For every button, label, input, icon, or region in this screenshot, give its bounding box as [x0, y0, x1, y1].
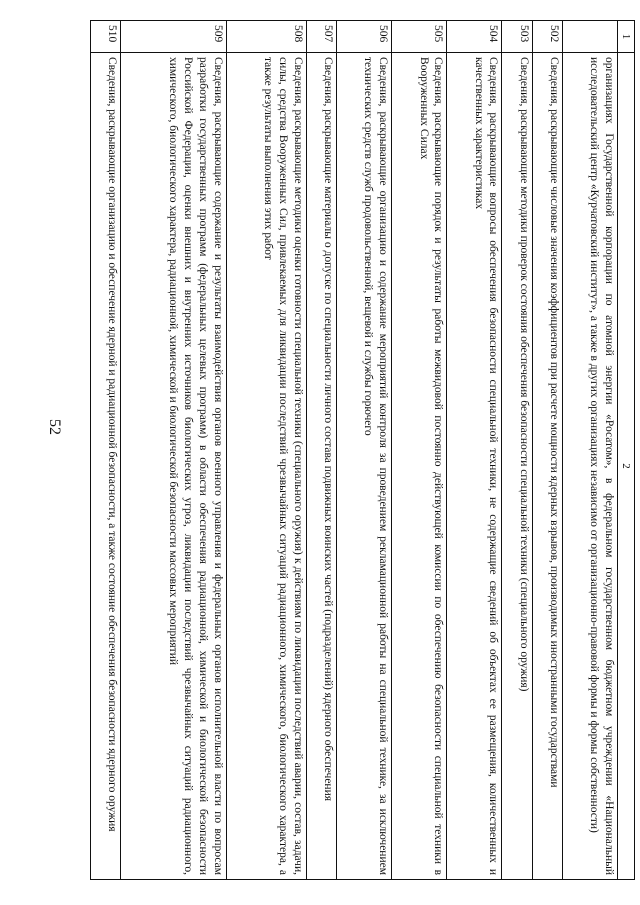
- row-description: организациях Государственной корпорации по атомной энергии «Росатом», в федеральном государственном бюджетном учреждении «Национальный исследовательский центр «Курчатовский институт», а также в других организациях независимо от организационно-правовой формы и формы собственности): [562, 53, 617, 880]
- table-row: [502, 21, 532, 880]
- table-row: [306, 21, 336, 880]
- row-number: 504: [447, 21, 502, 53]
- table-row: [532, 21, 562, 880]
- row-description: Сведения, раскрывающие содержание и результаты взаимодействия органов военного управления и федеральных органов исполнительной власти по вопросам разработки государственных программ (федеральных целевых программ) в области обеспечения радиационной, химической и биологической безопасности Российской Федерации, оценки внешних и внутренних источников биологических угроз, ликвидации последствий чрезвычайных ситуаций радиационного, химического, биологического характера, радиационной, химической и биологической безопасности массовых мероприятий: [121, 53, 226, 880]
- row-number: 509: [121, 21, 226, 53]
- row-number: 508: [226, 21, 306, 53]
- row-number: 506: [336, 21, 391, 53]
- header-col-number: 1: [617, 21, 634, 53]
- row-number: 502: [532, 21, 562, 53]
- rotated-table-container: [90, 20, 635, 880]
- row-description: Сведения, раскрывающие порядок и результаты работы межвидовой постоянно действующей комиссии по обеспечению безопасности специальной техники в Вооруженных Силах: [392, 53, 447, 880]
- table-header-row: [617, 21, 634, 880]
- table-row: [91, 21, 121, 880]
- row-description: Сведения, раскрывающие числовые значения коэффициентов при расчете мощности ядерных взрывов, производимых иностранными государствами: [532, 53, 562, 880]
- table-row: [226, 21, 306, 880]
- table-row: [447, 21, 502, 880]
- table-row: [392, 21, 447, 880]
- row-number: 510: [91, 21, 121, 53]
- table-row: [562, 21, 617, 880]
- row-description: Сведения, раскрывающие методики проверок состояния обеспечения безопасности специальной техники (специального оружия): [502, 53, 532, 880]
- row-description: Сведения, раскрывающие материалы о допуске по специальности личного состава подвижных воинских частей (подразделений) ядерного обеспечения: [306, 53, 336, 880]
- classified-info-table: [90, 20, 635, 880]
- page-number: 52: [46, 419, 63, 435]
- row-description: Сведения, раскрывающие организацию и содержание мероприятий контроля за проведением рекламационной работы на специальной технике, за исключением технических средств служб продовольственной, вещевой и службы горючего: [336, 53, 391, 880]
- document-table-area: [90, 20, 635, 880]
- row-description: Сведения, раскрывающие вопросы обеспечения безопасности специальной техники, не содержащие сведений об объектах ее размещения, количественных и качественных характеристиках: [447, 53, 502, 880]
- row-number: 505: [392, 21, 447, 53]
- row-number: 507: [306, 21, 336, 53]
- table-row: [336, 21, 391, 880]
- row-description: Сведения, раскрывающие организацию и обеспечение ядерной и радиационной безопасности, а также состояние обеспечения безопасности ядерного оружия: [91, 53, 121, 880]
- row-number: 503: [502, 21, 532, 53]
- header-col-description: 2: [617, 53, 634, 880]
- row-number: [562, 21, 617, 53]
- row-description: Сведения, раскрывающие методики оценки готовности специальной техники (специального оружия) к действиям по ликвидации последствий аварии, состав, задачи, силы, средства Вооруженных Сил, привлекаемых для ликвидации последствий чрезвычайных ситуаций радиационного, химического, биологического характера, а также результаты выполнения этих работ: [226, 53, 306, 880]
- table-row: [121, 21, 226, 880]
